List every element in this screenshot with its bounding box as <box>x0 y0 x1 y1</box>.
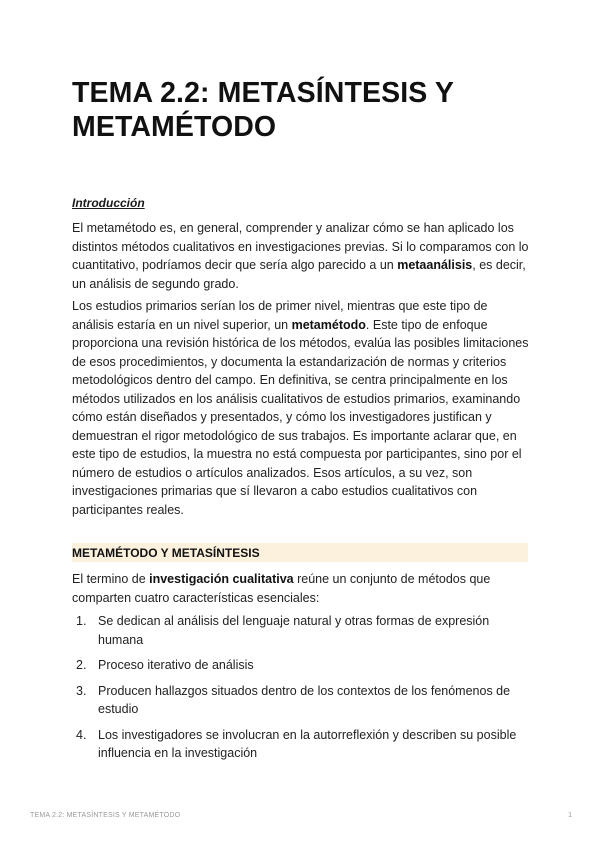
list-item <box>72 726 532 763</box>
section-paragraph <box>72 570 532 607</box>
footer-title: TEMA 2.2: METASÍNTESIS Y METAMÉTODO <box>30 812 181 819</box>
list-item-text: Se dedican al análisis del lenguaje natural y otras formas de expresión humana <box>98 614 490 647</box>
intro-p2-text-a: Los estudios primarios serían los de primer nivel, mientras que este tipo de análisis estaría en un nivel superior, un <box>72 299 488 332</box>
intro-paragraph-2 <box>72 297 532 519</box>
list-item-text: Producen hallazgos situados dentro de los contextos de los fenómenos de estudio <box>98 683 511 716</box>
page-title: TEMA 2.2: METASÍNTESIS Y METAMÉTODO <box>72 77 454 143</box>
intro-p2-text-b: . Este tipo de enfoque proporciona una revisión histórica de los métodos, evalúa las posibles limitaciones de esos procedimientos, y documenta la estandarización de normas y criterios metodológicos dentro del campo. En definitiva, se centra principalmente en los métodos utilizados en los análisis cualitativos de estudios primarios, examinando cómo están diseñados y presentados, y cómo los investigadores justifican y demuestran el rigor metodológico de sus trabajos. Es importante aclarar que, en este tipo de estudios, la muestra no está compuesta por participantes, sino por el número de estudios o artículos analizados. Esos artículos, a su vez, son investigaciones primarias que sí llevaron a cabo estudios cualitativos con participantes reales. <box>72 317 529 517</box>
section-p3-text-a: El termino de <box>72 572 150 586</box>
list-item-number: 3. <box>76 683 87 698</box>
list-item-number: 1. <box>76 614 87 628</box>
list-item-number: 4. <box>76 727 87 742</box>
section-p3-text-b: reúne un conjunto de métodos que comparten cuatro características esenciales: <box>72 572 491 605</box>
list-item-text: Proceso iterativo de análisis <box>98 658 254 672</box>
characteristics-list <box>72 612 532 770</box>
intro-p1-bold-metaanalisis: metaanálisis <box>397 258 473 272</box>
list-item <box>72 656 532 675</box>
intro-p2-bold-metametodo: metamétodo <box>291 317 366 332</box>
list-item <box>72 682 532 719</box>
intro-label: Introducción <box>72 196 145 210</box>
intro-p1-text-a: El metamétodo es, en general, comprender y analizar cómo se han aplicado los distintos métodos cualitativos en investigaciones previas. Si lo comparamos con lo cuantitativo, podríamos decir que sería algo parecido a un <box>72 221 529 272</box>
footer-page-number: 1 <box>568 812 572 819</box>
list-item-number: 2. <box>76 658 87 672</box>
section-heading: METAMÉTODO Y METASÍNTESIS <box>72 546 260 560</box>
intro-paragraph-1 <box>72 219 532 293</box>
list-item-text: Los investigadores se involucran en la autorreflexión y describen su posible influencia en la investigación <box>98 727 517 760</box>
list-item <box>72 612 532 649</box>
section-p3-bold-investigacion: investigación cualitativa <box>149 572 294 586</box>
intro-p1-text-b: , es decir, un análisis de segundo grado. <box>72 258 526 291</box>
